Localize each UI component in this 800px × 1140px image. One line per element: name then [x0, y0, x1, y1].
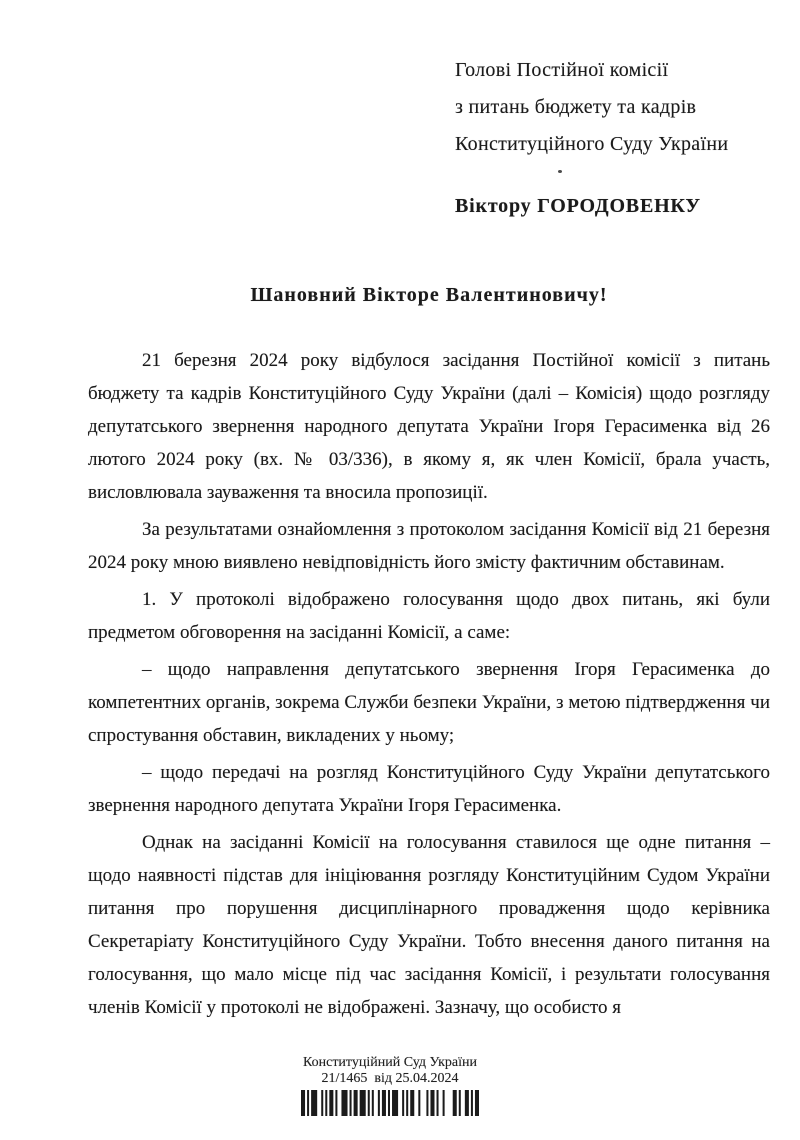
paragraph-point-1: 1. У протоколі відображено голосування щодо двох питань, які були предметом обговорення на засіданні Комісії, а саме: [88, 589, 770, 643]
paragraph-dash-item-1: – щодо направлення депутатського звернення Ігоря Герасименка до компетентних органів, зокрема Служби безпеки України, з метою підтвердження чи спростування обставин, викладених у ньому; [88, 659, 770, 746]
ink-dot-artifact [558, 170, 562, 173]
barcode [301, 1090, 479, 1116]
recipient-name: Віктору ГОРОДОВЕНКУ [455, 195, 701, 217]
salutation: Шановний Вікторе Валентиновичу! [250, 284, 608, 306]
stamp-org-name: Конституційний Суд України [302, 1055, 478, 1070]
recipient-line: Конституційного Суду України [455, 133, 729, 155]
letter-body [88, 344, 770, 1028]
recipient-line: Голові Постійної комісії [455, 59, 669, 81]
paragraph-dash-item-2: – щодо передачі на розгляд Конституційного Суду України депутатського звернення народного депутата України Ігоря Герасименка. [88, 762, 770, 816]
recipient-line: з питань бюджету та кадрів [455, 96, 697, 118]
paragraph-additional-question: Однак на засіданні Комісії на голосування ставилося ще одне питання – щодо наявності підстав для ініціювання розгляду Конституційним Судом України питання про порушення дисциплінарного провадження щодо керівника Секретаріату Конституційного Суду України. Тобто внесення даного питання на голосування, що мало місце під час засідання Комісії, і результати голосування членів Комісії у протоколі не відображені. Зазначу, що особисто я [88, 832, 770, 1018]
stamp-registration-number: 21/1465 від 25.04.2024 [321, 1071, 459, 1086]
paragraph-meeting-summary: 21 березня 2024 року відбулося засідання Постійної комісії з питань бюджету та кадрів Конституційного Суду України (далі – Комісія) щодо розгляду депутатського звернення народного депутата України Ігоря Герасименка від 26 лютого 2024 року (вх. № 03/336), в якому я, як член Комісії, брала участь, висловлювала зауваження та вносила пропозиції. [88, 350, 770, 503]
paragraph-protocol-discrepancy: За результатами ознайомлення з протоколом засідання Комісії від 21 березня 2024 року мною виявлено невідповідність його змісту фактичним обставинам. [88, 519, 770, 573]
recipient-block [455, 52, 775, 225]
registration-stamp [301, 1055, 479, 1116]
